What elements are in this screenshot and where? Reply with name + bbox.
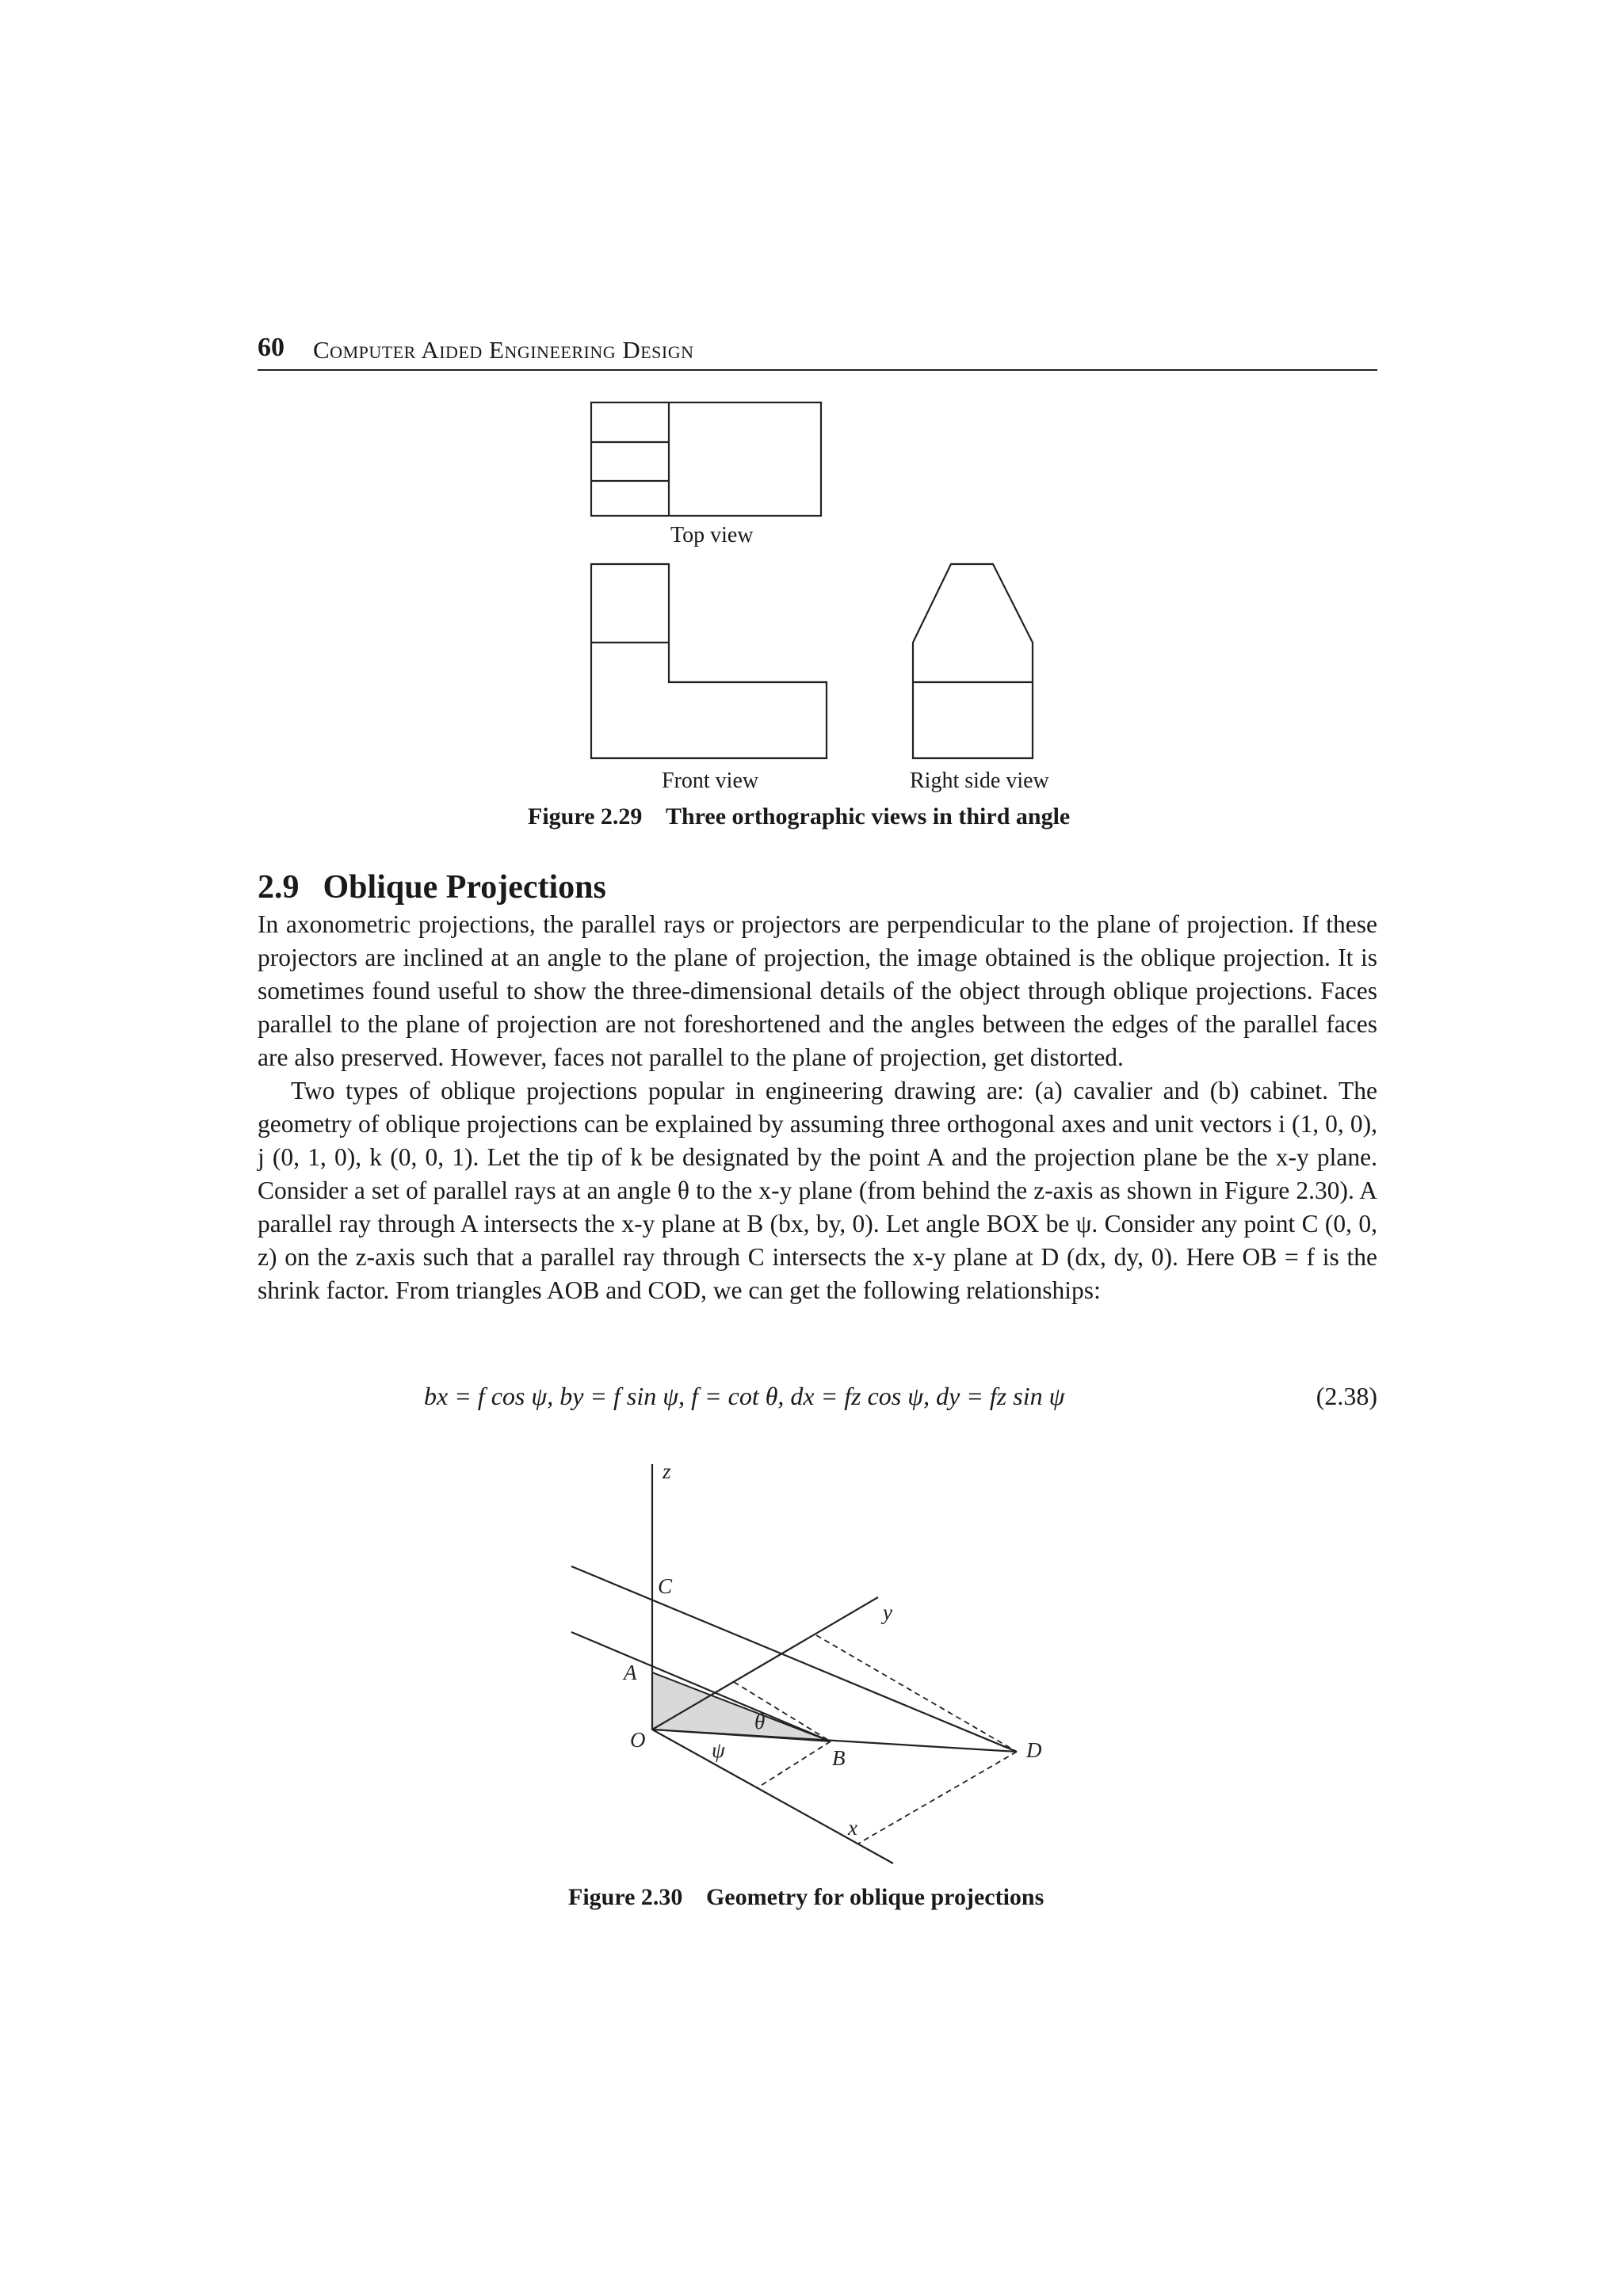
label-z: z: [663, 1459, 671, 1483]
label-y: y: [883, 1600, 892, 1624]
top-view-label: Top view: [670, 523, 754, 547]
section-title: Oblique Projections: [323, 869, 606, 906]
right-view-label: Right side view: [910, 769, 1049, 793]
label-theta: θ: [754, 1710, 766, 1733]
front-view-label: Front view: [662, 769, 759, 793]
equation-label: (2.38): [1316, 1382, 1377, 1410]
book-title: Computer Aided Engineering Design: [313, 336, 694, 364]
label-o: O: [630, 1728, 646, 1752]
figure-2-29-title: Three orthographic views in third angle: [665, 803, 1071, 830]
dashed-b-to-x: [757, 1741, 831, 1788]
figure-2-30-title: Geometry for oblique projections: [705, 1884, 1044, 1910]
paragraph-1: In axonometric projections, the parallel rays or projectors are perpendicular to the plane of projection. If these projectors are inclined at an angle to the plane of projection, the image obtained is the oblique projection. It is sometimes found useful to show the three-dimensional details of the object through oblique projections. Faces parallel to the plane of projection are not foreshortened and the angles between the edges of the parallel faces are also preserved. However, faces not parallel to the plane of projection, get distorted.: [258, 910, 1377, 1071]
label-b: B: [832, 1746, 846, 1770]
label-x: x: [848, 1816, 857, 1840]
equation-expression: bx = f cos ψ, by = f sin ψ, f = cot θ, dx = fz cos ψ, dy = fz sin ψ: [424, 1382, 1065, 1410]
dashed-d-to-y: [816, 1635, 1017, 1752]
y-axis: [652, 1597, 878, 1730]
x-axis: [652, 1730, 893, 1863]
ray-through-c: [571, 1566, 1017, 1752]
section-number: 2.9: [258, 869, 300, 906]
figure-2-30-caption: [568, 1884, 1044, 1911]
label-d: D: [1026, 1738, 1042, 1762]
page-number: 60: [258, 333, 285, 362]
dashed-d-to-x: [858, 1752, 1017, 1844]
figure-2-30-number: Figure 2.30: [568, 1884, 683, 1910]
paragraph-2: Two types of oblique projections popular in engineering drawing are: (a) cavalier and (b) cabinet. The geometry of oblique projections can be explained by assuming three orthogonal axes and unit vectors i (1, 0, 0), j (0, 1, 0), k (0, 0, 1). Let the tip of k be designated by the point A and the projection plane be the x-y plane. Consider a set of parallel rays at an angle θ to the x-y plane (from behind the z-axis as shown in Figure 2.30). A parallel ray through A intersects the x-y plane at B (bx, by, 0). Let angle BOX be ψ. Consider any point C (0, 0, z) on the z-axis such that a parallel ray through C intersects the x-y plane at D (dx, dy, 0). Here OB = f is the shrink factor. From triangles AOB and COD, we can get the following relationships:: [258, 1077, 1377, 1304]
label-psi: ψ: [712, 1738, 725, 1762]
figure-2-29-number: Figure 2.29: [528, 803, 643, 830]
label-a: A: [624, 1661, 637, 1684]
label-c: C: [658, 1574, 673, 1598]
